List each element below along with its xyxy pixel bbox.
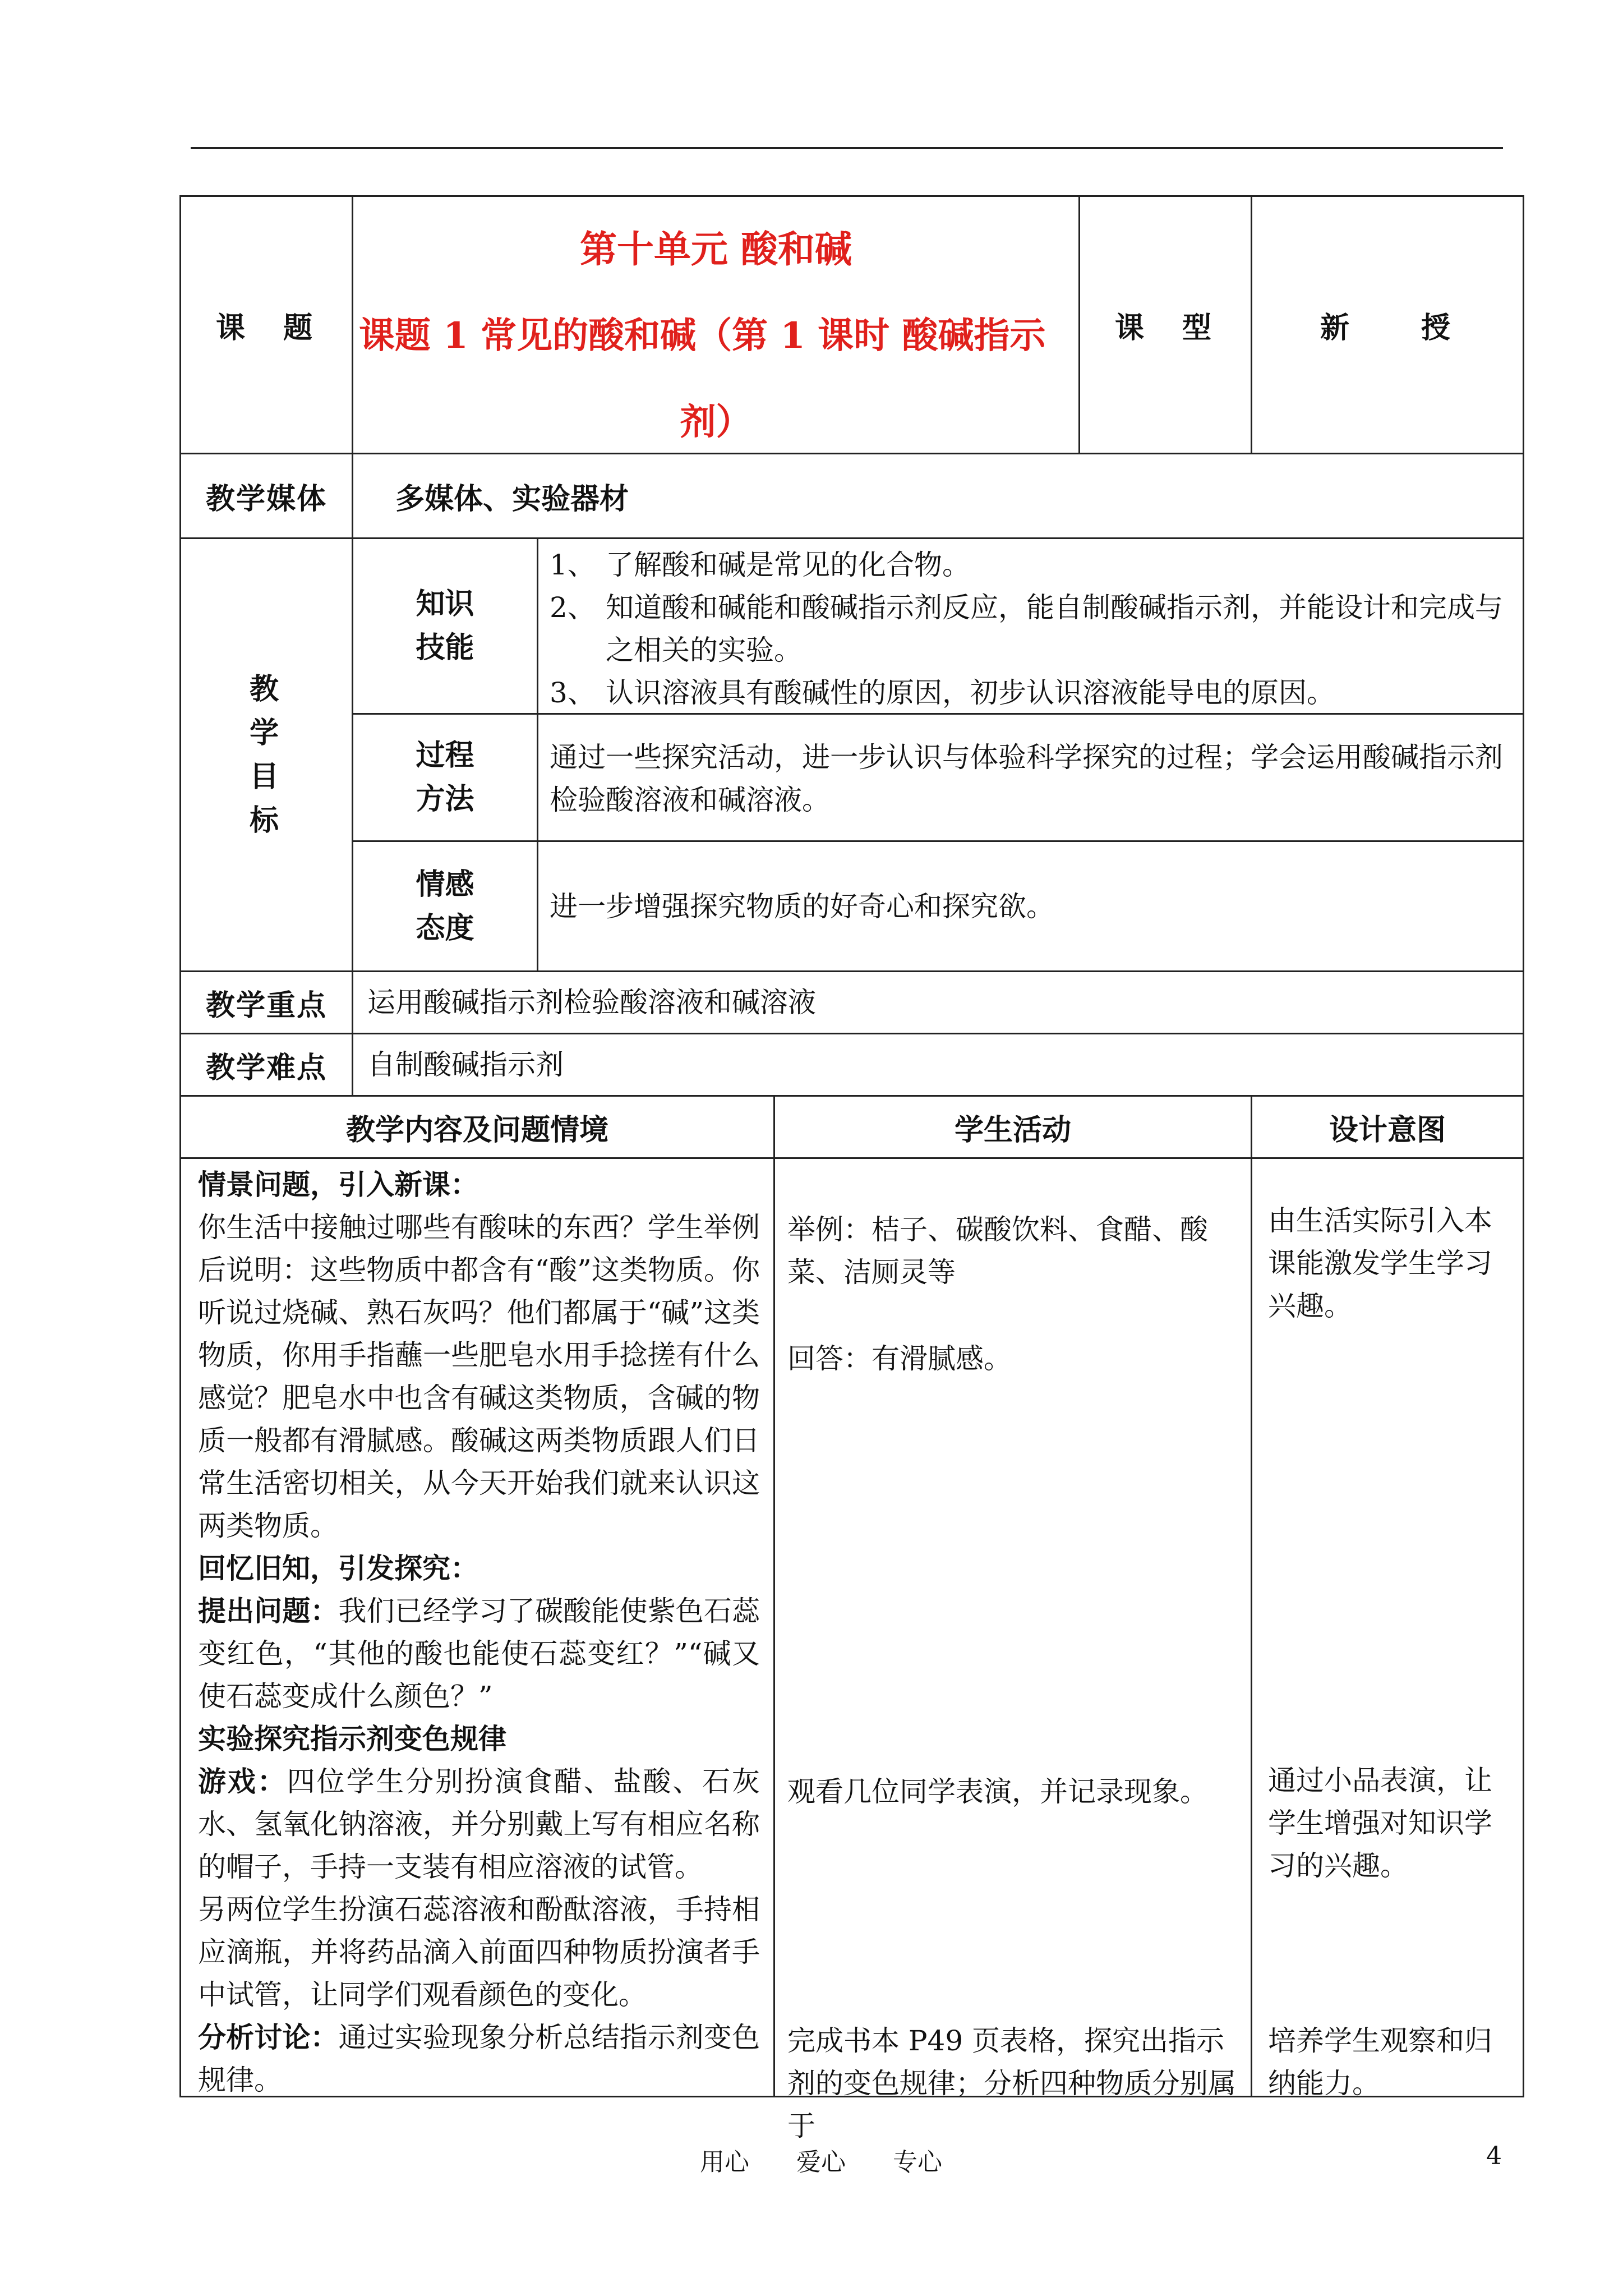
difficulty-label: 教学难点 bbox=[205, 1050, 327, 1085]
knowledge-label-2: 技能 bbox=[416, 631, 474, 665]
media-label: 教学媒体 bbox=[205, 481, 327, 516]
page-number: 4 bbox=[1486, 2142, 1502, 2170]
intent-text: 培养学生观察和归纳能力。 bbox=[1268, 2024, 1492, 2100]
attitude-label-cell bbox=[352, 840, 538, 972]
section-heading: 情景问题，引入新课： bbox=[198, 1168, 478, 1201]
goals-label-char-2: 学 bbox=[249, 715, 283, 750]
intent-text: 由生活实际引入本课能激发学生学习兴趣。 bbox=[1268, 1204, 1492, 1322]
footer-slogan-1: 用心 bbox=[700, 2148, 749, 2177]
type-label: 课 型 bbox=[1114, 310, 1216, 345]
knowledge-label-1: 知识 bbox=[416, 587, 474, 621]
activity-cell bbox=[773, 1157, 1252, 2142]
topic-label: 课 题 bbox=[215, 310, 317, 345]
section-heading: 回忆旧知，引发探究： bbox=[198, 1552, 478, 1585]
topic-label-cell bbox=[179, 195, 353, 454]
game-paragraph: 游戏：四位学生分别扮演食醋、盐酸、石灰水、氢氧化钠溶液，并分别戴上写有相应名称的帽子，手持一支装有相应溶液的试管。 bbox=[198, 1765, 760, 1883]
knowledge-item: 3、 认识溶液具有酸碱性的原因，初步认识溶液能导电的原因。 bbox=[550, 677, 1335, 709]
section-heading: 实验探究指示剂变色规律 bbox=[198, 1722, 506, 1755]
activity-text: 完成书本 P49 页表格，探究出指示剂的变色规律；分析四种物质分别属于 bbox=[787, 2024, 1236, 2142]
content-paragraph: 另两位学生扮演石蕊溶液和酚酞溶液，手持相应滴瓶，并将药品滴入前面四种物质扮演者手中试管，让同学们观看颜色的变化。 bbox=[198, 1893, 760, 2011]
key-point-value-cell bbox=[352, 970, 1524, 1034]
activity-text: 回答：有滑腻感。 bbox=[787, 1342, 1012, 1375]
goals-label-char-3: 目 bbox=[249, 759, 283, 794]
col-header-content: 教学内容及问题情境 bbox=[179, 1095, 775, 1159]
process-text-cell bbox=[537, 713, 1524, 842]
knowledge-label-cell bbox=[352, 537, 538, 715]
type-value-cell bbox=[1251, 195, 1524, 454]
col-header-activity: 学生活动 bbox=[773, 1095, 1252, 1159]
process-label-cell bbox=[352, 713, 538, 842]
process-label-2: 方法 bbox=[416, 782, 474, 816]
intent-cell bbox=[1251, 1157, 1524, 2100]
media-value-cell bbox=[352, 453, 1524, 539]
difficulty-label-cell bbox=[179, 1033, 353, 1097]
col-header-intent: 设计意图 bbox=[1251, 1095, 1524, 1159]
knowledge-item: 1、 了解酸和碱是常见的化合物。 bbox=[550, 549, 970, 581]
lesson-title-line2: 剂） bbox=[680, 401, 752, 443]
activity-text: 观看几位同学表演，并记录现象。 bbox=[787, 1775, 1208, 1808]
analysis-paragraph: 分析讨论：通过实验现象分析总结指示剂变色规律。 bbox=[198, 2021, 760, 2096]
media-value: 多媒体、实验器材 bbox=[395, 481, 629, 516]
goals-label-char-1: 教 bbox=[249, 671, 283, 706]
attitude-text-cell bbox=[537, 840, 1524, 972]
type-label-cell bbox=[1078, 195, 1252, 454]
knowledge-item: 2、 知道酸和碱能和酸碱指示剂反应，能自制酸碱指示剂，并能设计和完成与之相关的实验。 bbox=[550, 591, 1503, 666]
question-paragraph: 提出问题：我们已经学习了碳酸能使紫色石蕊变红色，“其他的酸也能使石蕊变红？”“碱又使石蕊变成什么颜色？” bbox=[198, 1594, 760, 1713]
key-point-value: 运用酸碱指示剂检验酸溶液和碱溶液 bbox=[367, 986, 816, 1019]
process-label-1: 过程 bbox=[416, 738, 474, 772]
footer-slogan-2: 爱心 bbox=[796, 2148, 846, 2177]
process-text: 通过一些探究活动，进一步认识与体验科学探究的过程；学会运用酸碱指示剂检验酸溶液和碱溶液。 bbox=[550, 741, 1503, 816]
content-cell bbox=[179, 1157, 775, 2097]
attitude-label-1: 情感 bbox=[416, 867, 474, 901]
attitude-text: 进一步增强探究物质的好奇心和探究欲。 bbox=[550, 890, 1054, 923]
difficulty-value-cell bbox=[352, 1033, 1524, 1097]
type-value: 新 授 bbox=[1320, 310, 1455, 345]
activity-text: 举例：桔子、碳酸饮料、食醋、酸菜、洁厕灵等 bbox=[787, 1213, 1208, 1289]
difficulty-value: 自制酸碱指示剂 bbox=[367, 1048, 564, 1081]
media-label-cell bbox=[179, 453, 353, 539]
goals-label-char-4: 标 bbox=[249, 803, 283, 838]
header-rule bbox=[191, 147, 1503, 149]
key-point-label-cell bbox=[179, 970, 353, 1034]
attitude-label-2: 态度 bbox=[416, 910, 474, 945]
knowledge-items-cell bbox=[537, 537, 1524, 715]
key-point-label: 教学重点 bbox=[205, 988, 327, 1023]
goals-label-cell bbox=[179, 537, 353, 972]
content-paragraph: 你生活中接触过哪些有酸味的东西？学生举例后说明：这些物质中都含有“酸”这类物质。你听说过烧碱、熟石灰吗？他们都属于“碱”这类物质，你用手指蘸一些肥皂水用手捻搓有什么感觉？肥皂水中也含有碱这类物质，含碱的物质一般都有滑腻感。酸碱这两类物质跟人们日常生活密切相关，从今天开始我们就来认识这两类物质。 bbox=[198, 1211, 760, 1542]
footer-slogan-3: 专心 bbox=[893, 2148, 942, 2177]
unit-title: 第十单元 酸和碱 bbox=[580, 227, 852, 271]
title-cell bbox=[352, 195, 1080, 454]
lesson-title-line1: 课题 1 常见的酸和碱（第 1 课时 酸碱指示 bbox=[359, 315, 1046, 357]
intent-text: 通过小品表演，让学生增强对知识学习的兴趣。 bbox=[1268, 1764, 1492, 1882]
